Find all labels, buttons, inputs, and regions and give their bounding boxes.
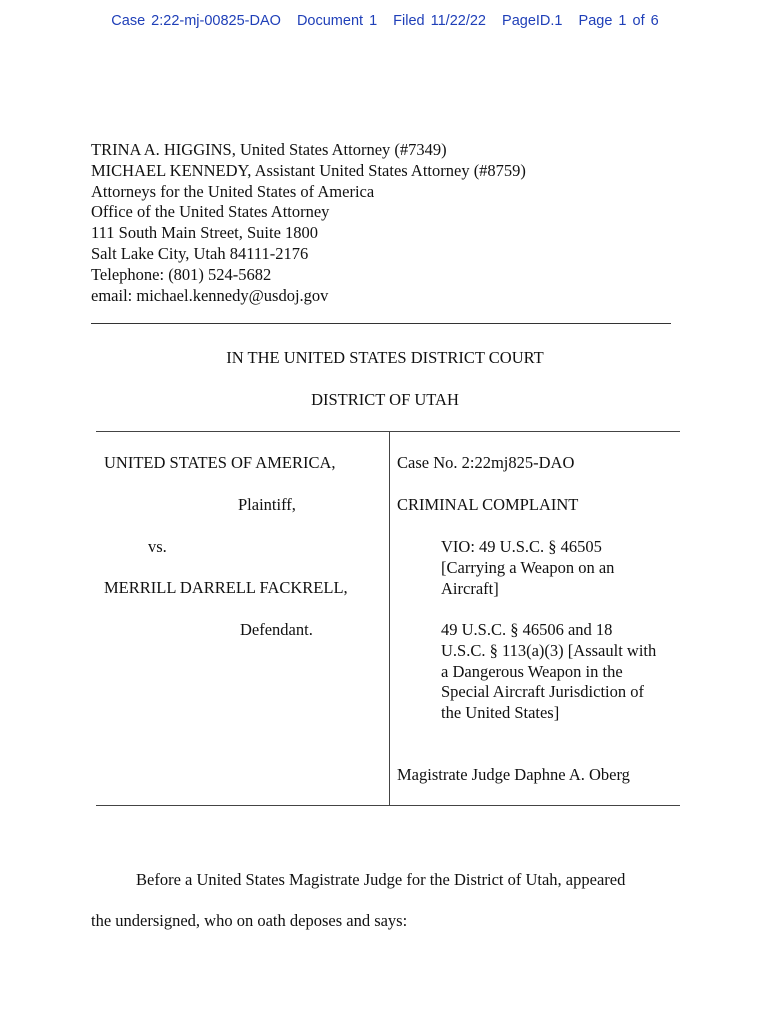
attorney-line: TRINA A. HIGGINS, United States Attorney (#7349) (91, 140, 447, 159)
defendant-role: Defendant. (240, 620, 313, 639)
violation-line: U.S.C. § 113(a)(3) [Assault with (441, 640, 657, 660)
attorney-line: Telephone: (801) 524-5682 (91, 264, 272, 284)
body-paragraph-line: Before a United States Magistrate Judge for the District of Utah, appeared (136, 870, 626, 889)
body-paragraph-line: the undersigned, who on oath deposes and says: (91, 911, 408, 930)
defendant-name: MERRILL DARRELL FACKRELL, (104, 578, 348, 597)
violation-line: VIO: 49 U.S.C. § 46505 (441, 537, 602, 556)
violation-two (441, 620, 656, 724)
caption-divider (389, 431, 390, 806)
violation-line: a Dangerous Weapon in the (441, 661, 623, 681)
document-type: CRIMINAL COMPLAINT (397, 495, 579, 514)
header-document: Document 1 (296, 13, 378, 29)
caption-bottom-border (96, 805, 680, 806)
court-name: IN THE UNITED STATES DISTRICT COURT (226, 348, 544, 367)
magistrate-judge: Magistrate Judge Daphne A. Oberg (397, 765, 630, 784)
attorney-line: Attorneys for the United States of America (91, 181, 375, 201)
attorney-line: 111 South Main Street, Suite 1800 (91, 223, 319, 243)
separator-line (91, 323, 671, 324)
header-page-id: PageID.1 (502, 13, 563, 29)
violation-line: Special Aircraft Jurisdiction of (441, 682, 644, 702)
versus-label: vs. (148, 537, 167, 556)
attorney-line: MICHAEL KENNEDY, Assistant United States Attorney (#8759) (91, 160, 526, 180)
header-filed-date: Filed 11/22/22 (393, 13, 486, 29)
filing-header (0, 13, 770, 29)
violation-line: 49 U.S.C. § 46506 and 18 (441, 620, 613, 639)
attorney-line: Office of the United States Attorney (91, 202, 330, 222)
violation-line: [Carrying a Weapon on an (441, 557, 615, 577)
attorney-block (91, 140, 526, 306)
plaintiff-name: UNITED STATES OF AMERICA, (104, 453, 336, 472)
violation-line: the United States] (441, 703, 560, 723)
header-page-number: Page 1 of 6 (578, 13, 659, 29)
case-number: Case No. 2:22mj825-DAO (397, 453, 575, 472)
plaintiff-role: Plaintiff, (238, 495, 296, 514)
court-district: DISTRICT OF UTAH (311, 390, 459, 409)
caption-top-border (96, 431, 680, 432)
attorney-email: email: michael.kennedy@usdoj.gov (91, 285, 329, 305)
attorney-line: Salt Lake City, Utah 84111-2176 (91, 243, 309, 263)
violation-one (441, 537, 614, 599)
violation-line: Aircraft] (441, 578, 499, 598)
header-case-number: Case 2:22-mj-00825-DAO (111, 13, 281, 29)
